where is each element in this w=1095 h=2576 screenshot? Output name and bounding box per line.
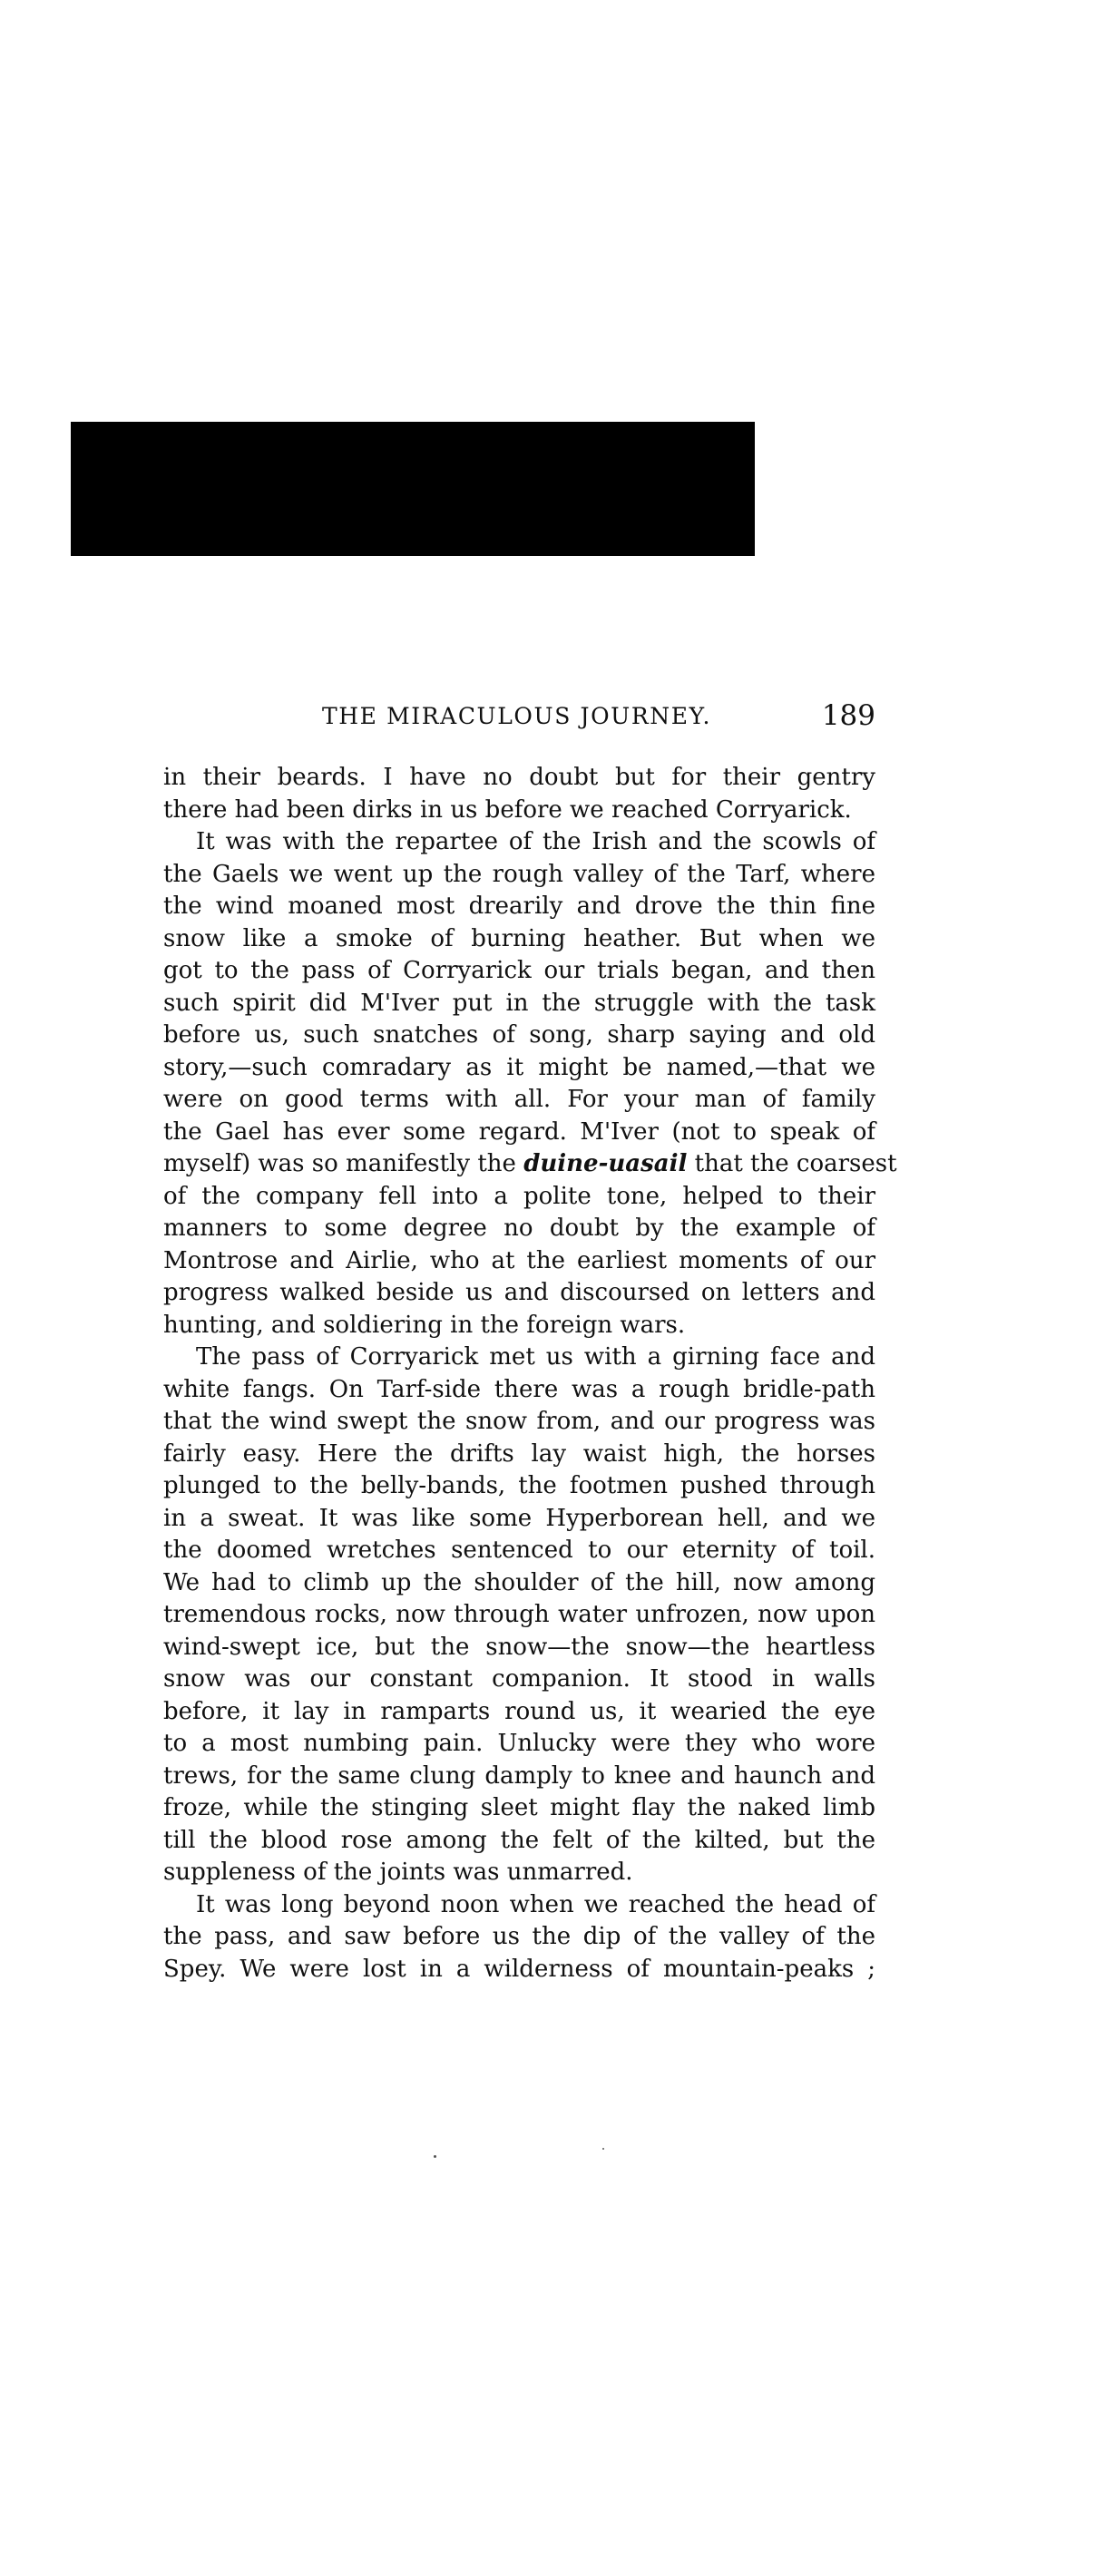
text-line: before us, such snatches of song, sharp saying and old [163, 1021, 875, 1049]
scan-speck [434, 2155, 436, 2158]
text-line: that the wind swept the snow from, and our progress was [163, 1408, 875, 1435]
text-line: trews, for the same clung damply to knee and haunch and [163, 1761, 875, 1790]
text-line: manners to some degree no doubt by the example of [163, 1215, 875, 1242]
text-line: fairly easy. Here the drifts lay waist high, the horses [163, 1439, 875, 1468]
text-line-with-italic [163, 1148, 897, 1181]
text-line: plunged to the belly-bands, the footmen pushed through [163, 1472, 875, 1499]
text-line: hunting, and soldiering in the foreign wars. [163, 1311, 686, 1339]
text-line: the wind moaned most drearily and drove the thin fine [163, 893, 875, 920]
text-line: the doomed wretches sentenced to our eternity of toil. [163, 1537, 875, 1564]
text-segment: myself) was so manifestly the [163, 1150, 524, 1177]
text-line: It was with the repartee of the Irish and the scowls of [196, 828, 875, 855]
text-line: in a sweat. It was like some Hyperborean hell, and we [163, 1504, 875, 1532]
text-line: snow was our constant companion. It stood in walls [163, 1665, 875, 1693]
redaction-block [71, 422, 755, 556]
text-line: to a most numbing pain. Unlucky were they who wore [163, 1730, 875, 1757]
text-line: in their beards. I have no doubt but for their gentry [163, 764, 875, 791]
text-line: suppleness of the joints was unmarred. [163, 1859, 633, 1886]
page-header [163, 701, 875, 737]
body-text [163, 762, 897, 1986]
text-line: white fangs. On Tarf-side there was a rough bridle-path [163, 1375, 875, 1403]
text-line: the Gaels we went up the rough valley of the Tarf, where [163, 860, 875, 888]
text-line: The pass of Corryarick met us with a girning face and [196, 1343, 875, 1371]
text-line: such spirit did M'Iver put in the struggle with the task [163, 989, 875, 1017]
text-line: got to the pass of Corryarick our trials began, and then [163, 957, 875, 984]
text-line: before, it lay in ramparts round us, it wearied the eye [163, 1697, 875, 1725]
text-line: froze, while the stinging sleet might flay the naked limb [163, 1794, 875, 1821]
text-line: It was long beyond noon when we reached the head of [196, 1890, 875, 1918]
text-line: progress walked beside us and discoursed on letters and [163, 1279, 875, 1306]
italic-phrase: duine-uasail [523, 1150, 688, 1177]
text-line: there had been dirks in us before we reached Corryarick. [163, 795, 852, 824]
text-segment: that the coarsest [687, 1150, 897, 1177]
text-line: till the blood rose among the felt of the kilted, but the [163, 1826, 875, 1854]
text-line: wind-swept ice, but the snow—the snow—the heartless [163, 1633, 875, 1661]
text-line: of the company fell into a polite tone, helped to their [163, 1182, 875, 1210]
text-line: story,—such comradary as it might be named,—that we [163, 1053, 875, 1081]
text-line: were on good terms with all. For your man of family [163, 1086, 875, 1113]
text-line: Spey. We were lost in a wilderness of mountain-peaks ; [163, 1955, 875, 1983]
page-number: 189 [821, 699, 875, 732]
text-line: the pass, and saw before us the dip of the valley of the [163, 1923, 875, 1950]
text-line: We had to climb up the shoulder of the hill, now among [163, 1568, 875, 1596]
text-line: snow like a smoke of burning heather. But when we [163, 924, 875, 952]
text-line: the Gael has ever some regard. M'Iver (not to speak of [163, 1117, 875, 1146]
text-line: Montrose and Airlie, who at the earliest moments of our [163, 1246, 875, 1274]
text-line: tremendous rocks, now through water unfrozen, now upon [163, 1601, 875, 1628]
running-title: THE MIRACULOUS JOURNEY. [322, 703, 712, 729]
scan-speck [602, 2148, 604, 2150]
